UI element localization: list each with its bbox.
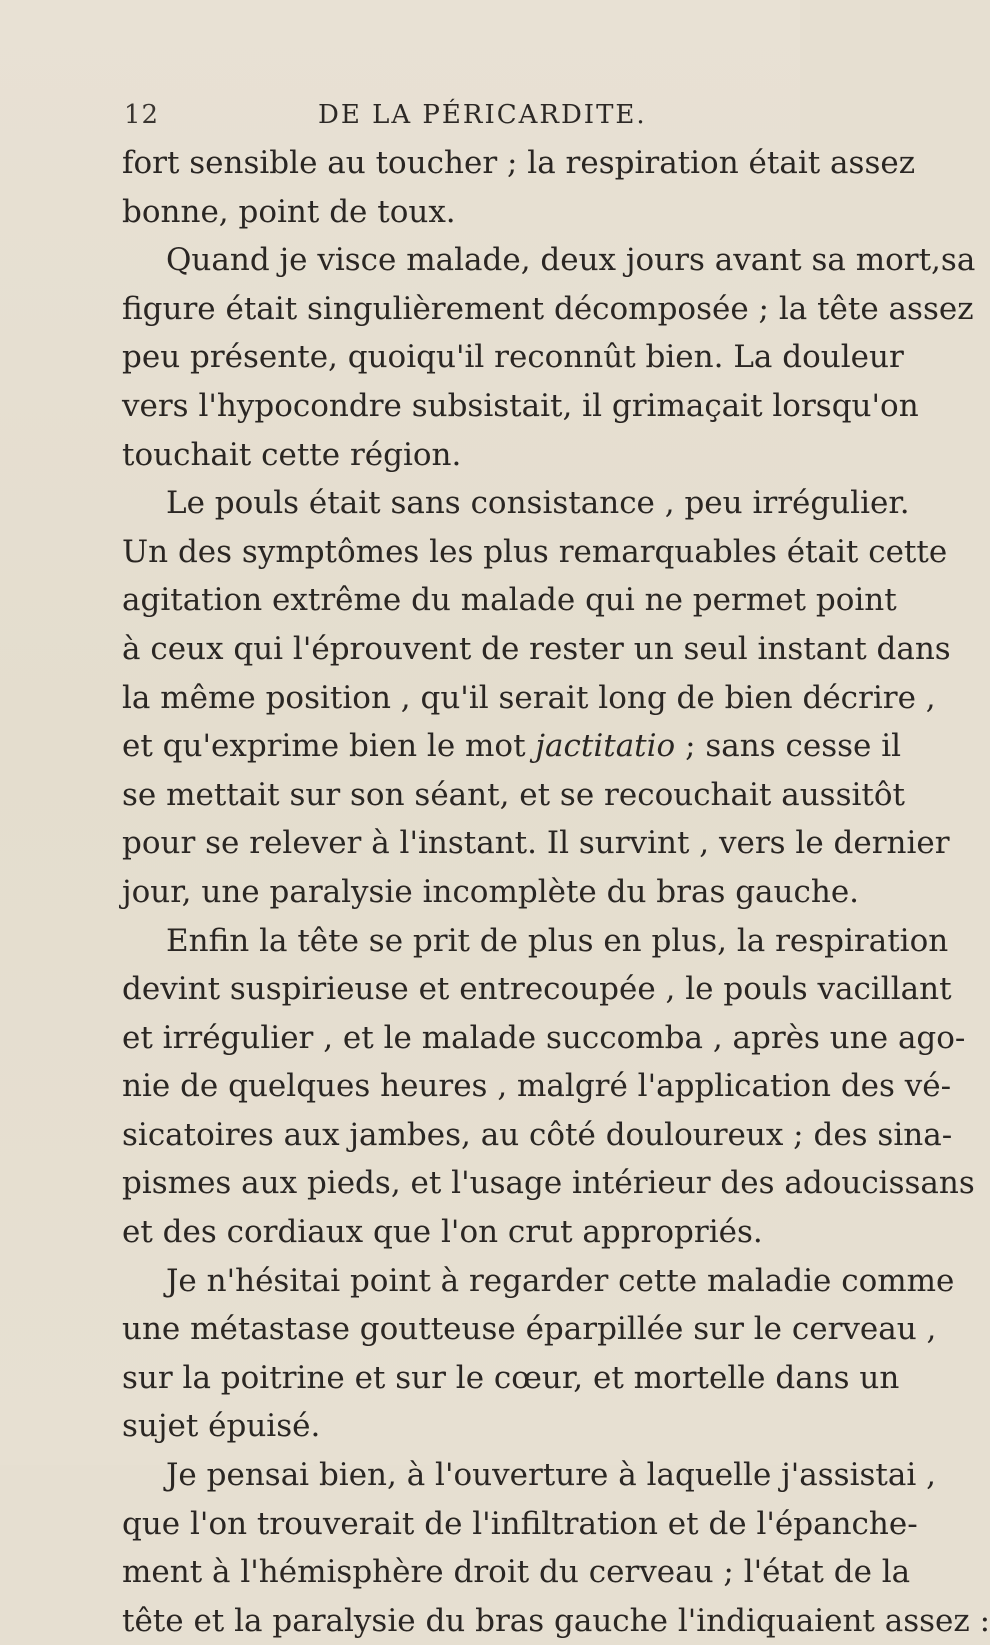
text-line: Je pensai bien, à l'ouverture à laquelle j'assistai , — [166, 1457, 936, 1494]
text-line: jour, une paralysie incomplète du bras gauche. — [122, 873, 860, 910]
latin-term: jactitatio — [535, 728, 676, 765]
body-text — [122, 139, 990, 1645]
running-title: DE LA PÉRICARDITE. — [318, 100, 647, 130]
text-line: Le pouls était sans consistance , peu irrégulier. — [166, 485, 910, 522]
text-line: bonne, point de toux. — [122, 193, 456, 230]
text-line: une métastase goutteuse éparpillée sur le cerveau , — [122, 1311, 937, 1348]
text-line: vers l'hypocondre subsistait, il grimaçait lorsqu'on — [122, 387, 919, 424]
text-line: sur la poitrine et sur le cœur, et mortelle dans un — [122, 1359, 900, 1396]
text-line: pismes aux pieds, et l'usage intérieur des adoucissans — [122, 1165, 975, 1202]
text-line: se mettait sur son séant, et se recouchait aussitôt — [122, 776, 905, 813]
text-line: agitation extrême du malade qui ne permet point — [122, 582, 897, 619]
text-line: sicatoires aux jambes, au côté douloureux ; des sina- — [122, 1116, 953, 1153]
text-line: que l'on trouverait de l'infiltration et de l'épanche- — [122, 1505, 918, 1542]
text-line: figure était singulièrement décomposée ; la tête assez — [122, 290, 974, 327]
page-number: 12 — [124, 100, 160, 130]
text-line: ment à l'hémisphère droit du cerveau ; l'état de la — [122, 1554, 911, 1591]
text-line: Enfin la tête se prit de plus en plus, la respiration — [166, 922, 949, 959]
text-line: et qu'exprime bien le mot jactitatio ; sans cesse il — [122, 728, 902, 765]
running-head — [0, 100, 800, 140]
text-line: nie de quelques heures , malgré l'application des vé- — [122, 1068, 952, 1105]
text-line: Un des symptômes les plus remarquables était cette — [122, 533, 948, 570]
text-line: et irrégulier , et le malade succomba , après une ago- — [122, 1019, 966, 1056]
text-line: touchait cette région. — [122, 436, 462, 473]
text-line: sujet épuisé. — [122, 1408, 321, 1445]
text-line: fort sensible au toucher ; la respiration était assez — [122, 145, 916, 181]
text-line: et des cordiaux que l'on crut appropriés. — [122, 1214, 763, 1251]
text-line: devint suspirieuse et entrecoupée , le pouls vacillant — [122, 971, 952, 1008]
text-line: tête et la paralysie du bras gauche l'indiquaient assez : — [122, 1602, 990, 1639]
text-line: Je n'hésitai point à regarder cette maladie comme — [166, 1262, 955, 1299]
text-line: Quand je visce malade, deux jours avant sa mort,sa — [166, 242, 976, 279]
text-line: pour se relever à l'instant. Il survint , vers le dernier — [122, 825, 950, 862]
text-line: peu présente, quoiqu'il reconnût bien. La douleur — [122, 339, 904, 376]
text-line: à ceux qui l'éprouvent de rester un seul instant dans — [122, 630, 951, 667]
text-line: la même position , qu'il serait long de bien décrire , — [122, 679, 936, 716]
